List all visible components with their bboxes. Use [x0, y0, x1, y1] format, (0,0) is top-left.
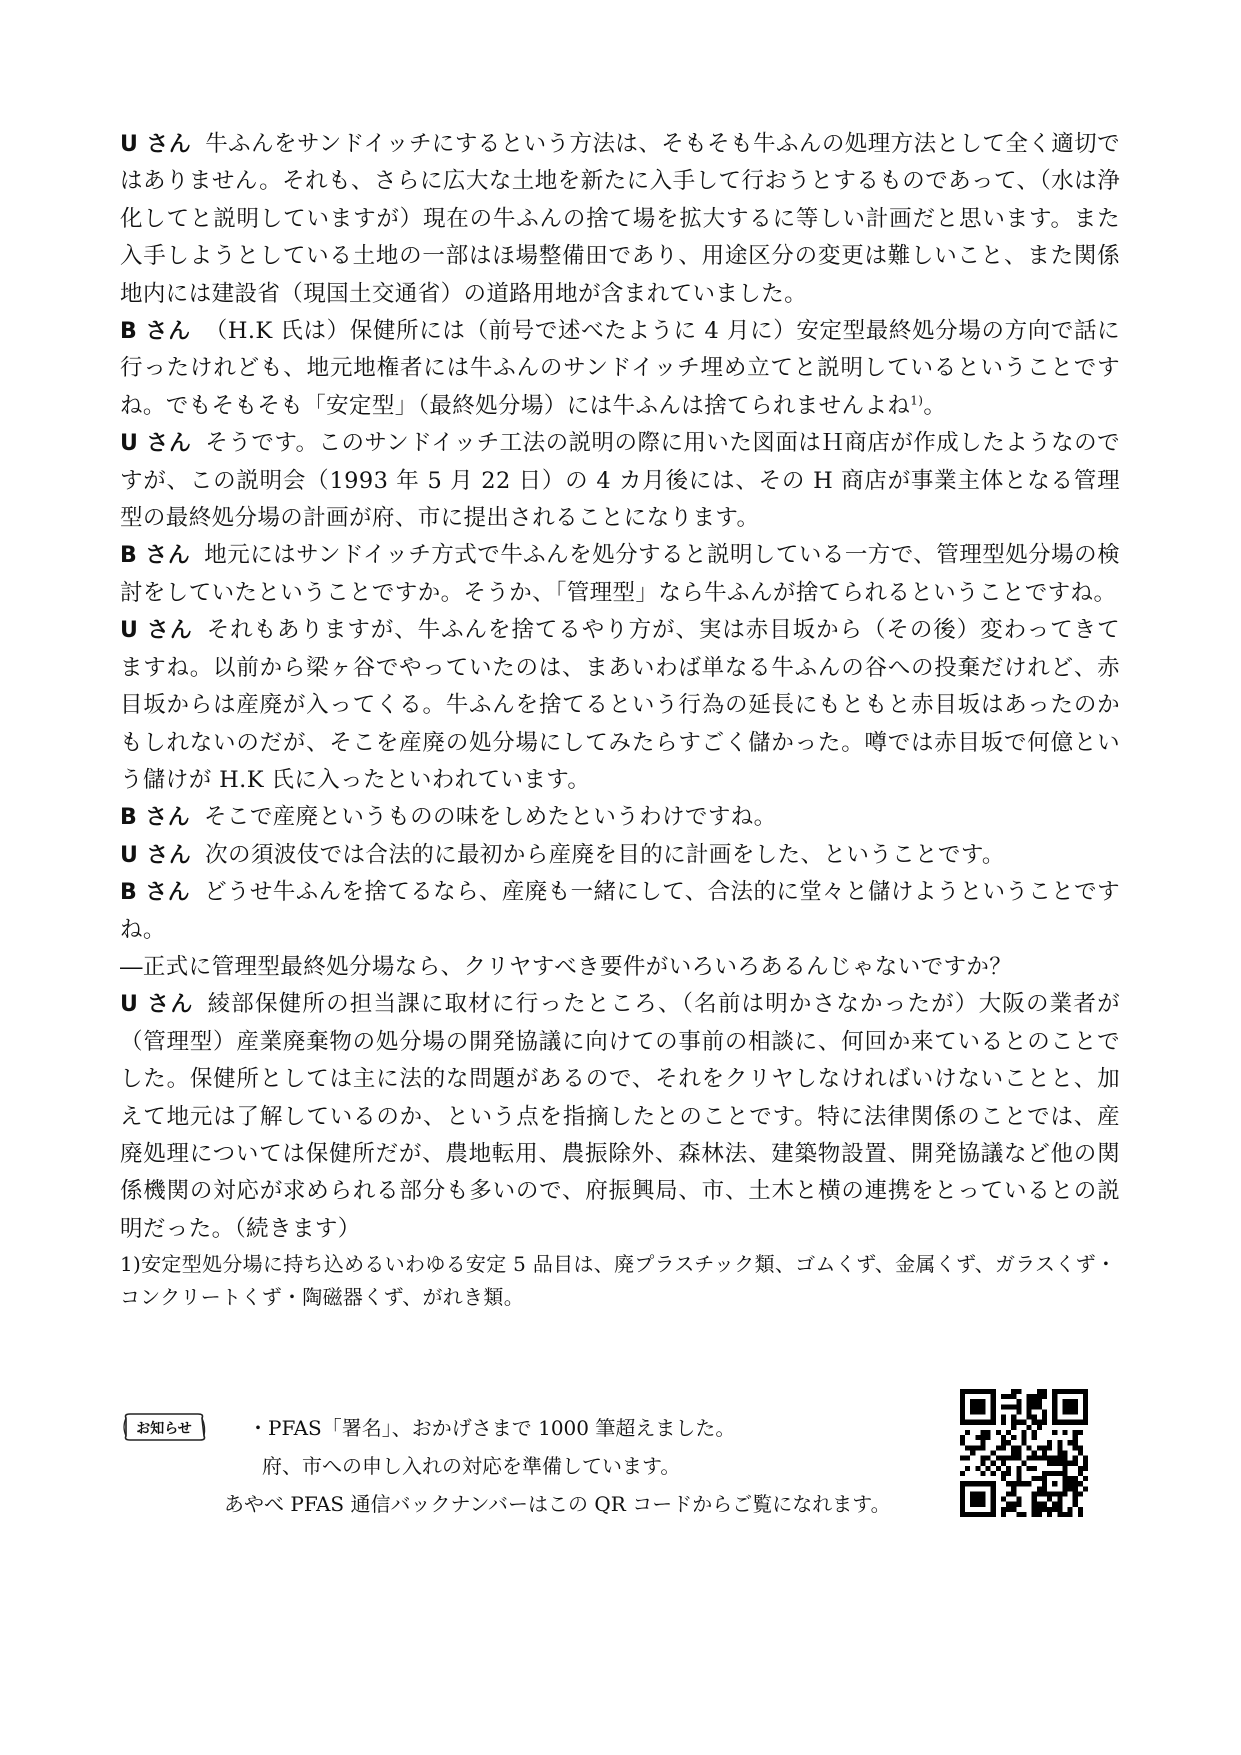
dialogue-paragraph	[120, 425, 1120, 537]
dialogue-text: そこで産廃というものの味をしめたというわけですね。	[204, 804, 777, 831]
dialogue-text-end: 。	[923, 392, 947, 419]
dialogue-paragraph	[120, 313, 1120, 425]
dialogue-paragraph	[120, 837, 1120, 874]
dialogue-text: そうです。このサンドイッチ工法の説明の際に用いた図面はＨ商店が作成したようなのですが、この説明会（1993 年 5 月 22 日）の 4 カ月後には、その H 商店が事業主体となる管理型の最終処分場の計画が府、市に提出されることになります。	[120, 430, 1120, 532]
dialogue-paragraph	[120, 126, 1120, 313]
dialogue-paragraph	[120, 986, 1120, 1248]
speaker-label: B さん	[120, 319, 191, 345]
speaker-label: B さん	[120, 805, 191, 831]
dialogue-text: どうせ牛ふんを捨てるなら、産廃も一緒にして、合法的に堂々と儲けようということですね。	[120, 879, 1120, 943]
dialogue-text: 次の須波伎では合法的に最初から産廃を目的に計画をした、ということです。	[205, 841, 1005, 868]
dialogue-text: 地元にはサンドイッチ方式で牛ふんを処分すると説明している一方で、管理型処分場の検討をしていたということですか。そうか、「管理型」なら牛ふんが捨てられるということですね。	[120, 542, 1120, 606]
speaker-label: B さん	[120, 543, 191, 569]
notice-badge-label: お知らせ	[136, 1421, 192, 1437]
dialogue-text: それもありますが、牛ふんを捨てるやり方が、実は赤目坂から（その後）変わってきてますね。以前から梁ヶ谷でやっていたのは、まあいわば単なる牛ふんの谷への投棄だけれど、赤目坂からは産廃が入ってくる。牛ふんを捨てるという行為の延長にもともと赤目坂はあったのかもしれないのだが、そこを産廃の処分場にしてみたらすごく儲かった。噂では赤目坂で何億という儲けが H.K 氏に入ったといわれています。	[120, 617, 1120, 793]
footnote-ref: 1)	[910, 393, 924, 408]
speaker-label: U さん	[120, 842, 192, 868]
footnote: 1)安定型処分場に持ち込めるいわゆる安定 5 品目は、廃プラスチック類、ゴムくず、金属くず、ガラスくず・コンクリートくず・陶磁器くず、がれき類。	[120, 1252, 1117, 1310]
dialogue-paragraph	[120, 874, 1120, 949]
dialogue-paragraph	[120, 537, 1120, 612]
notice-line-3: あやべ PFAS 通信バックナンバーはこの QR コードからご覧になれます。	[224, 1492, 891, 1516]
question-text: ―正式に管理型最終処分場なら、クリヤすべき要件がいろいろあるんじゃないですか？	[120, 953, 1013, 980]
speaker-label: U さん	[120, 618, 193, 644]
speaker-label: B さん	[120, 880, 191, 906]
dialogue-text: 牛ふんをサンドイッチにするという方法は、そもそも牛ふんの処理方法として全く適切ではありません。それも、さらに広大な土地を新たに入手して行おうとするものであって、（水は浄化してと説明していますが）現在の牛ふんの捨て場を拡大するに等しい計画だと思います。また入手しようとしている土地の一部はほ場整備田であり、用途区分の変更は難しいこと、また関係地内には建設省（現国土交通省）の道路用地が含まれていました。	[120, 131, 1121, 307]
question-paragraph	[120, 949, 1120, 986]
notice-badge	[120, 1410, 208, 1444]
qr-code[interactable]	[960, 1389, 1088, 1517]
notice-line-2: 府、市への申し入れの対応を準備しています。	[262, 1454, 681, 1478]
dialogue-text: 綾部保健所の担当課に取材に行ったところ、（名前は明かさなかったが）大阪の業者が（管理型）産業廃棄物の処分場の開発協議に向けての事前の相談に、何回か来ているとのことでした。保健所としては主に法的な問題があるので、それをクリヤしなければいけないことと、加えて地元は了解しているのか、という点を指摘したとのことです。特に法律関係のことでは、産廃処理については保健所だが、農地転用、農振除外、森林法、建築物設置、開発協議など他の関係機関の対応が求められる部分も多いので、府振興局、市、土木と横の連携をとっているとの説明だった。（続きます）	[120, 991, 1120, 1242]
dialogue-paragraph	[120, 612, 1120, 799]
speaker-label: U さん	[120, 132, 192, 157]
dialogue-text: （H.K 氏は）保健所には（前号で述べたように 4 月に）安定型最終処分場の方向で話に行ったけれども、地元地権者には牛ふんのサンドイッチ埋め立てと説明しているということですね。でもそもそも「安定型」（最終処分場）には牛ふんは捨てられませんよね	[120, 318, 1120, 419]
notice-line-1: ・PFAS「署名」、おかげさまで 1000 筆超えました。	[248, 1416, 736, 1440]
dialogue-paragraph	[120, 799, 1120, 836]
speaker-label: U さん	[120, 431, 192, 457]
speaker-label: U さん	[120, 992, 194, 1018]
article-body	[120, 126, 1120, 1314]
